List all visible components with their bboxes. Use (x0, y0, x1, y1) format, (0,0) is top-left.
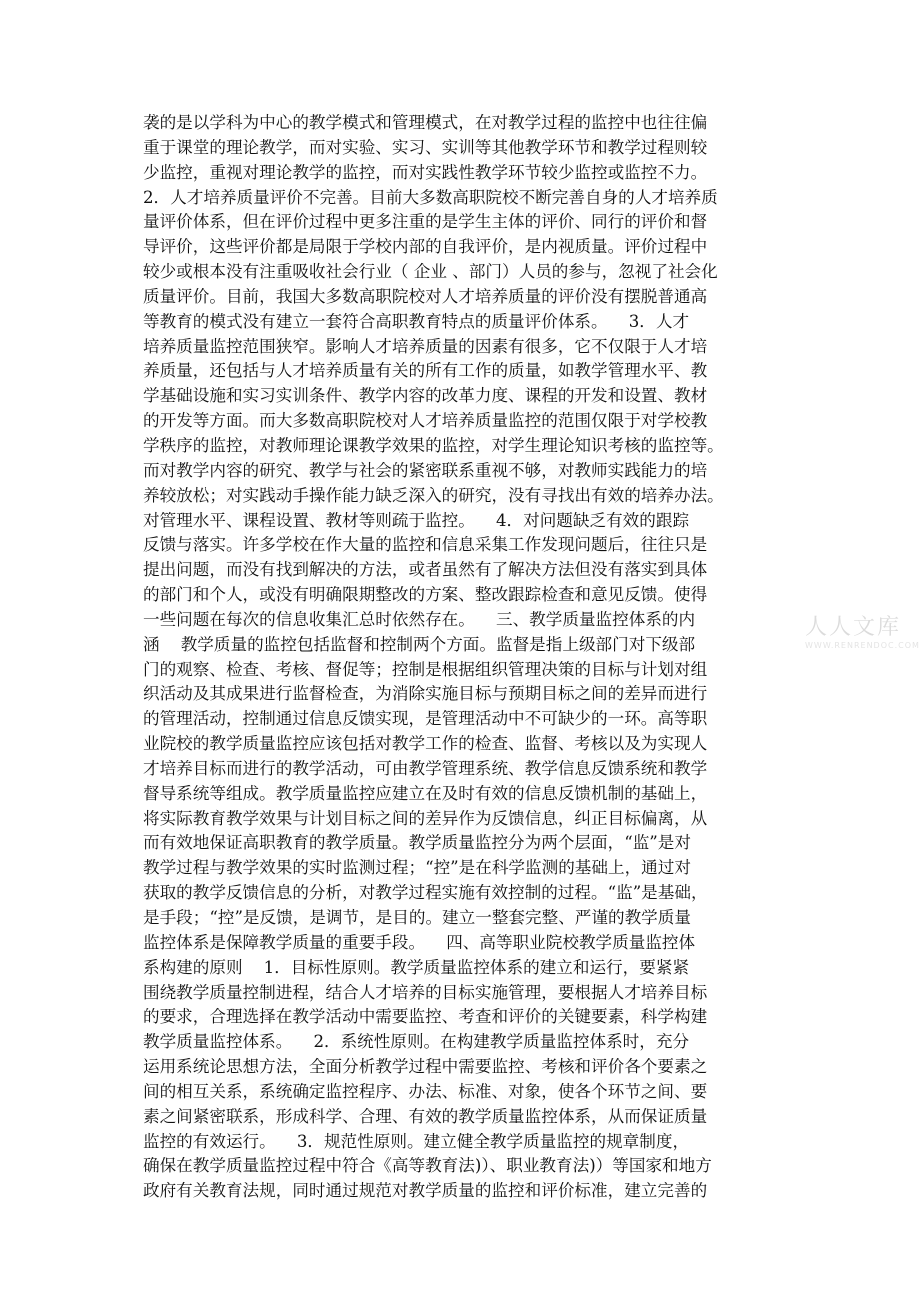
text-line: 的部门和个人，或没有明确限期整改的方案、整改跟踪检查和意见反馈。使得 (143, 585, 708, 605)
text-line: 系构建的原则 1．目标性原则。教学质量监控体系的建立和运行，要紧紧 (143, 957, 690, 977)
text-line: 教学质量监控体系。 2．系统性原则。在构建教学质量监控体系时，充分 (143, 1032, 690, 1052)
text-line: 学基础设施和实习实训条件、教学内容的改革力度、课程的开发和设置、教材 (143, 386, 708, 406)
text-line: 较少或根本没有注重吸收社会行业（ 企业 、部门）人员的参与，忽视了社会化 (143, 262, 718, 282)
text-line: 确保在教学质量监控过程中符合《高等教育法)）、职业教育法)）等国家和地方 (143, 1156, 712, 1176)
text-line: 而对教学内容的研究、教学与社会的紧密联系重视不够，对教师实践能力的培 (143, 460, 708, 480)
watermark-logo (805, 610, 920, 664)
text-line: 而有效地保证高职教育的教学质量。教学质量监控分为两个层面，“监”是对 (143, 833, 691, 853)
text-line: 督导系统等组成。教学质量监控应建立在及时有效的信息反馈机制的基础上， (143, 783, 708, 803)
text-line: 反馈与落实。许多学校在作大量的监控和信息采集工作发现问题后，往往只是 (143, 535, 708, 555)
text-line: 养质量，还包括与人才培养质量有关的所有工作的质量，如教学管理水平、教 (143, 361, 708, 381)
text-line: 教学过程与教学效果的实时监测过程；“控”是在科学监测的基础上，通过对 (143, 858, 691, 878)
text-line: 一些问题在每次的信息收集汇总时依然存在。 三、教学质量监控体系的内 (143, 609, 696, 629)
text-line: 门的观察、检查、考核、督促等；控制是根据组织管理决策的目标与计划对组 (143, 659, 708, 679)
text-line: 围绕教学质量控制进程，结合人才培养的目标实施管理，要根据人才培养目标 (143, 982, 708, 1002)
text-line: 政府有关教育法规，同时通过规范对教学质量的监控和评价标准，建立完善的 (143, 1181, 708, 1201)
text-line: 将实际教育教学效果与计划目标之间的差异作为反馈信息，纠正目标偏离，从 (143, 808, 708, 828)
text-line: 的管理活动，控制通过信息反馈实现，是管理活动中不可缺少的一环。高等职 (143, 709, 708, 729)
text-line: 运用系统论思想方法，全面分析教学过程中需要监控、考核和评价各个要素之 (143, 1057, 708, 1077)
text-line: 监控体系是保障教学质量的重要手段。 四、高等职业院校教学质量监控体 (143, 932, 696, 952)
text-line: 量评价体系，但在评价过程中更多注重的是学生主体的评价、同行的评价和督 (143, 212, 708, 232)
text-line: 提出问题，而没有找到解决的方法，或者虽然有了解决方法但没有落实到具体 (143, 560, 708, 580)
text-line: 素之间紧密联系，形成科学、合理、有效的教学质量监控体系，从而保证质量 (143, 1106, 708, 1126)
text-line: 是手段；“控”是反馈，是调节，是目的。建立一整套完整、严谨的教学质量 (143, 908, 691, 927)
text-line: 少监控，重视对理论教学的监控，而对实践性教学环节较少监控或监控不力。 (143, 162, 708, 182)
text-line: 获取的教学反馈信息的分析，对教学过程实施有效控制的过程。“监”是基础， (143, 883, 708, 903)
watermark-subtext: WWW.RENRENDOC.COM (805, 641, 920, 650)
text-line: 对管理水平、课程设置、教材等则疏于监控。 4．对问题缺乏有效的跟踪 (143, 510, 690, 530)
text-line: 培养质量监控范围狭窄。影响人才培养质量的因素有很多，它不仅限于人才培 (143, 336, 708, 356)
text-line: 才培养目标而进行的教学活动，可由教学管理系统、教学信息反馈系统和教学 (143, 758, 708, 778)
text-line: 监控的有效运行。 3．规范性原则。建立健全教学质量监控的规章制度， (143, 1131, 690, 1151)
document-body (143, 111, 783, 1204)
watermark-text: 人人文库 (805, 615, 902, 640)
text-line: 的要求，合理选择在教学活动中需要监控、考查和评价的关键要素，科学构建 (143, 1007, 708, 1027)
text-line: 导评价，这些评价都是局限于学校内部的自我评价，是内视质量。评价过程中 (143, 237, 708, 257)
text-line: 业院校的教学质量监控应该包括对教学工作的检查、监督、考核以及为实现人 (143, 734, 708, 754)
text-line: 袭的是以学科为中心的教学模式和管理模式，在对教学过程的监控中也往往偏 (143, 113, 708, 132)
text-line: 重于课堂的理论教学，而对实验、实习、实训等其他教学环节和教学过程则较 (143, 137, 708, 157)
text-line: 涵 教学质量的监控包括监督和控制两个方面。监督是指上级部门对下级部 (143, 634, 696, 654)
text-line: 织活动及其成果进行监督检查，为消除实施目标与预期目标之间的差异而进行 (143, 684, 708, 704)
text-line: 等教育的模式没有建立一套符合高职教育特点的质量评价体系。 3．人才 (143, 311, 690, 331)
text-line: 养较放松；对实践动手操作能力缺乏深入的研究，没有寻找出有效的培养办法。 (143, 485, 724, 505)
text-line: 2．人才培养质量评价不完善。目前大多数高职院校不断完善自身的人才培养质 (143, 187, 718, 207)
text-line: 质量评价。目前，我国大多数高职院校对人才培养质量的评价没有摆脱普通高 (143, 286, 708, 306)
text-line: 间的相互关系，系统确定监控程序、办法、标准、对象，使各个环节之间、要 (143, 1081, 708, 1101)
text-line: 的开发等方面。而大多数高职院校对人才培养质量监控的范围仅限于对学校教 (143, 411, 708, 431)
text-line: 学秩序的监控，对教师理论课教学效果的监控，对学生理论知识考核的监控等。 (143, 435, 724, 455)
